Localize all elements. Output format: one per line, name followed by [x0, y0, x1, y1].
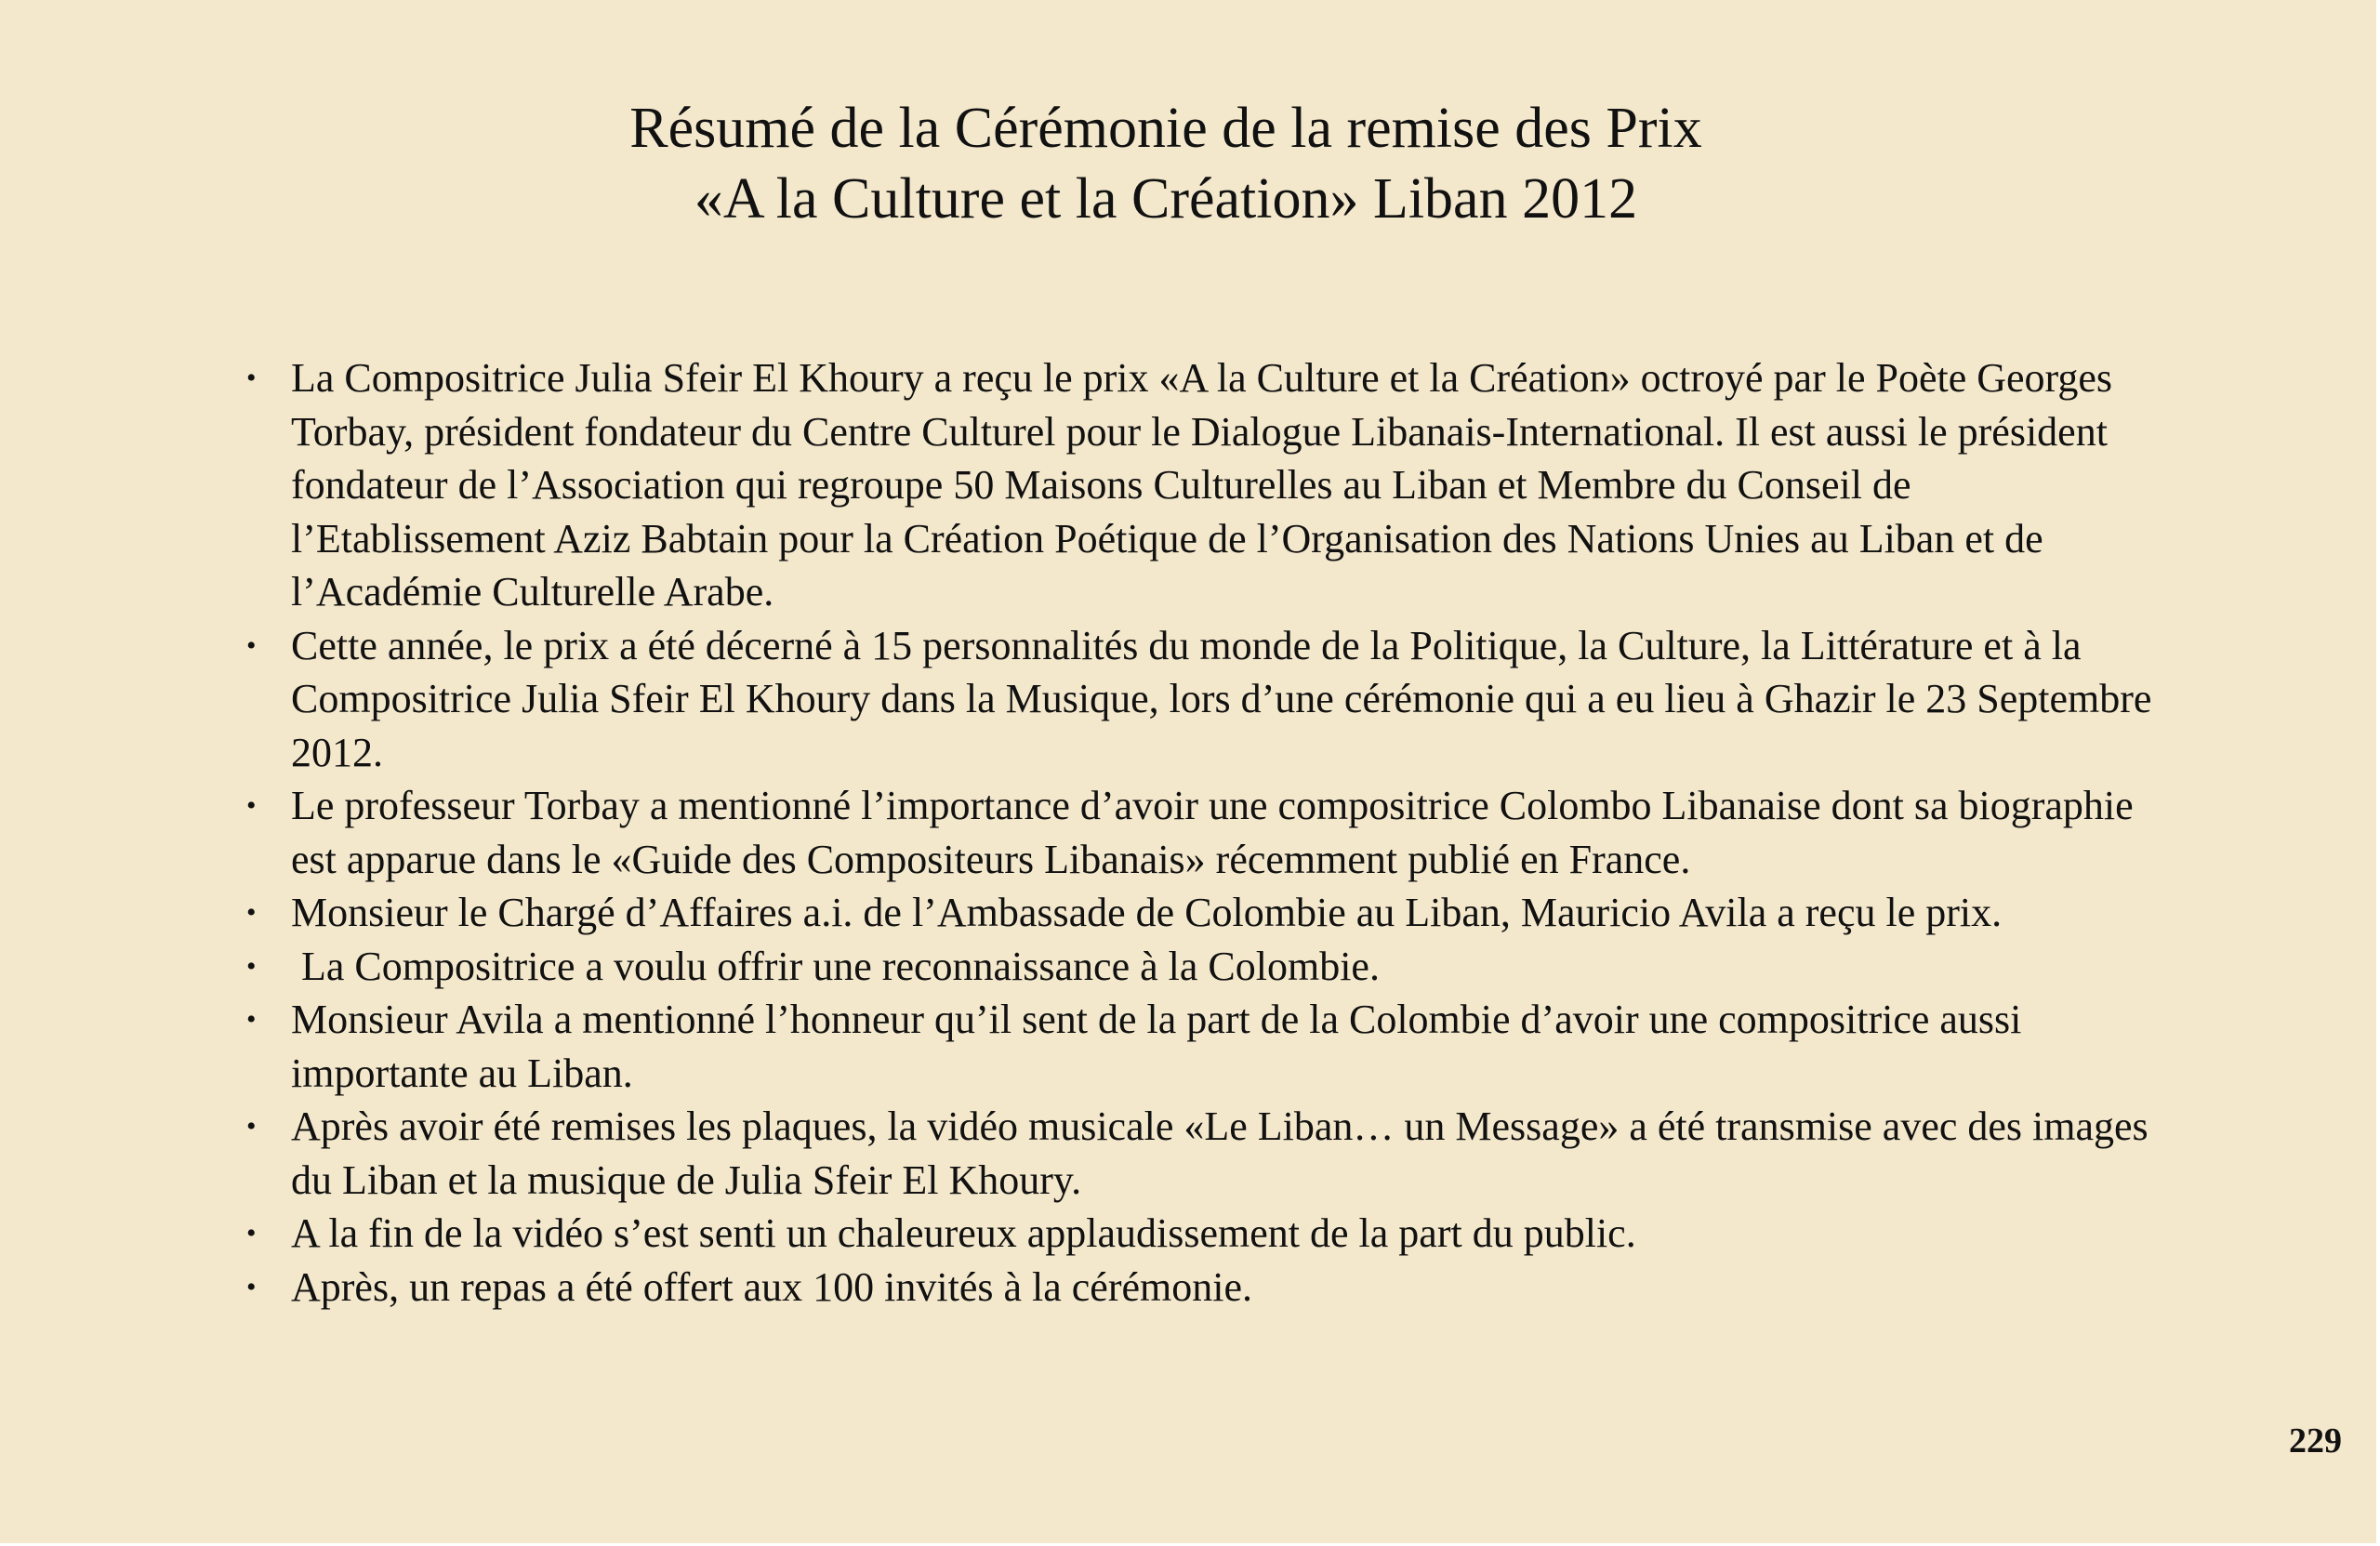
title-line-2: «A la Culture et la Création» Liban 2012: [694, 167, 1638, 231]
list-item: [246, 779, 2152, 886]
list-item: [246, 1207, 2152, 1261]
bullet-icon: •: [246, 1111, 257, 1142]
list-item-text: La Compositrice Julia Sfeir El Khoury a reçu le prix «A la Culture et la Création» octroyé par le Poète Georges Torbay, président fondateur du Centre Culturel pour le Dialogue Libanais-International. Il est aussi le président fondateur de l’Association qui regroupe 50 Maisons Culturelles au Liban et Membre du Conseil de l’Etablissement Aziz Babtain pour la Création Poétique de l’Organisation des Nations Unies au Liban et de l’Académie Culturelle Arabe.: [291, 355, 2113, 614]
list-item-text: Après avoir été remises les plaques, la vidéo musicale «Le Liban… un Message» a été transmise avec des images du Liban et la musique de Julia Sfeir El Khoury.: [291, 1103, 2149, 1203]
list-item-text: Monsieur Avila a mentionné l’honneur qu’il sent de la part de la Colombie d’avoir une compositrice aussi importante au Liban.: [291, 997, 2022, 1096]
list-item: [246, 1100, 2152, 1207]
bullet-icon: •: [246, 363, 257, 393]
bullet-icon: •: [246, 1004, 257, 1035]
bullet-icon: •: [246, 1271, 257, 1302]
bullet-icon: •: [246, 790, 257, 821]
bullet-icon: •: [246, 897, 257, 928]
title-line-1: Résumé de la Cérémonie de la remise des Prix: [629, 97, 1702, 160]
bullet-icon: •: [246, 629, 257, 661]
list-item: [246, 619, 2152, 780]
page-number: 229: [2289, 1421, 2342, 1460]
list-item: [246, 940, 2152, 994]
list-item: [246, 1261, 2152, 1315]
list-item: [246, 351, 2152, 619]
list-item-text: Monsieur le Chargé d’Affaires a.i. de l’Ambassade de Colombie au Liban, Mauricio Avila a reçu le prix.: [291, 890, 2003, 935]
page-title: [0, 93, 2332, 234]
list-item-text: Après, un repas a été offert aux 100 invités à la cérémonie.: [291, 1263, 1252, 1310]
bullet-list: [246, 351, 2152, 1314]
list-item: [246, 886, 2152, 940]
bullet-icon: •: [246, 1218, 257, 1249]
list-item-text: A la fin de la vidéo s’est senti un chaleureux applaudissement de la part du public.: [291, 1210, 1636, 1256]
bullet-icon: •: [246, 950, 257, 982]
list-item: [246, 993, 2152, 1100]
list-item-text: La Compositrice a voulu offrir une reconnaissance à la Colombie.: [291, 943, 1380, 989]
list-item-text: Cette année, le prix a été décerné à 15 personnalités du monde de la Politique, la Culture, la Littérature et à la Compositrice Julia Sfeir El Khoury dans la Musique, lors d’une cérémonie qui a eu lieu à Ghazir le 23 Septembre 2012.: [291, 622, 2152, 775]
list-item-text: Le professeur Torbay a mentionné l’importance d’avoir une compositrice Colombo Libanaise dont sa biographie est apparue dans le «Guide des Compositeurs Libanais» récemment publié en France.: [291, 783, 2134, 882]
